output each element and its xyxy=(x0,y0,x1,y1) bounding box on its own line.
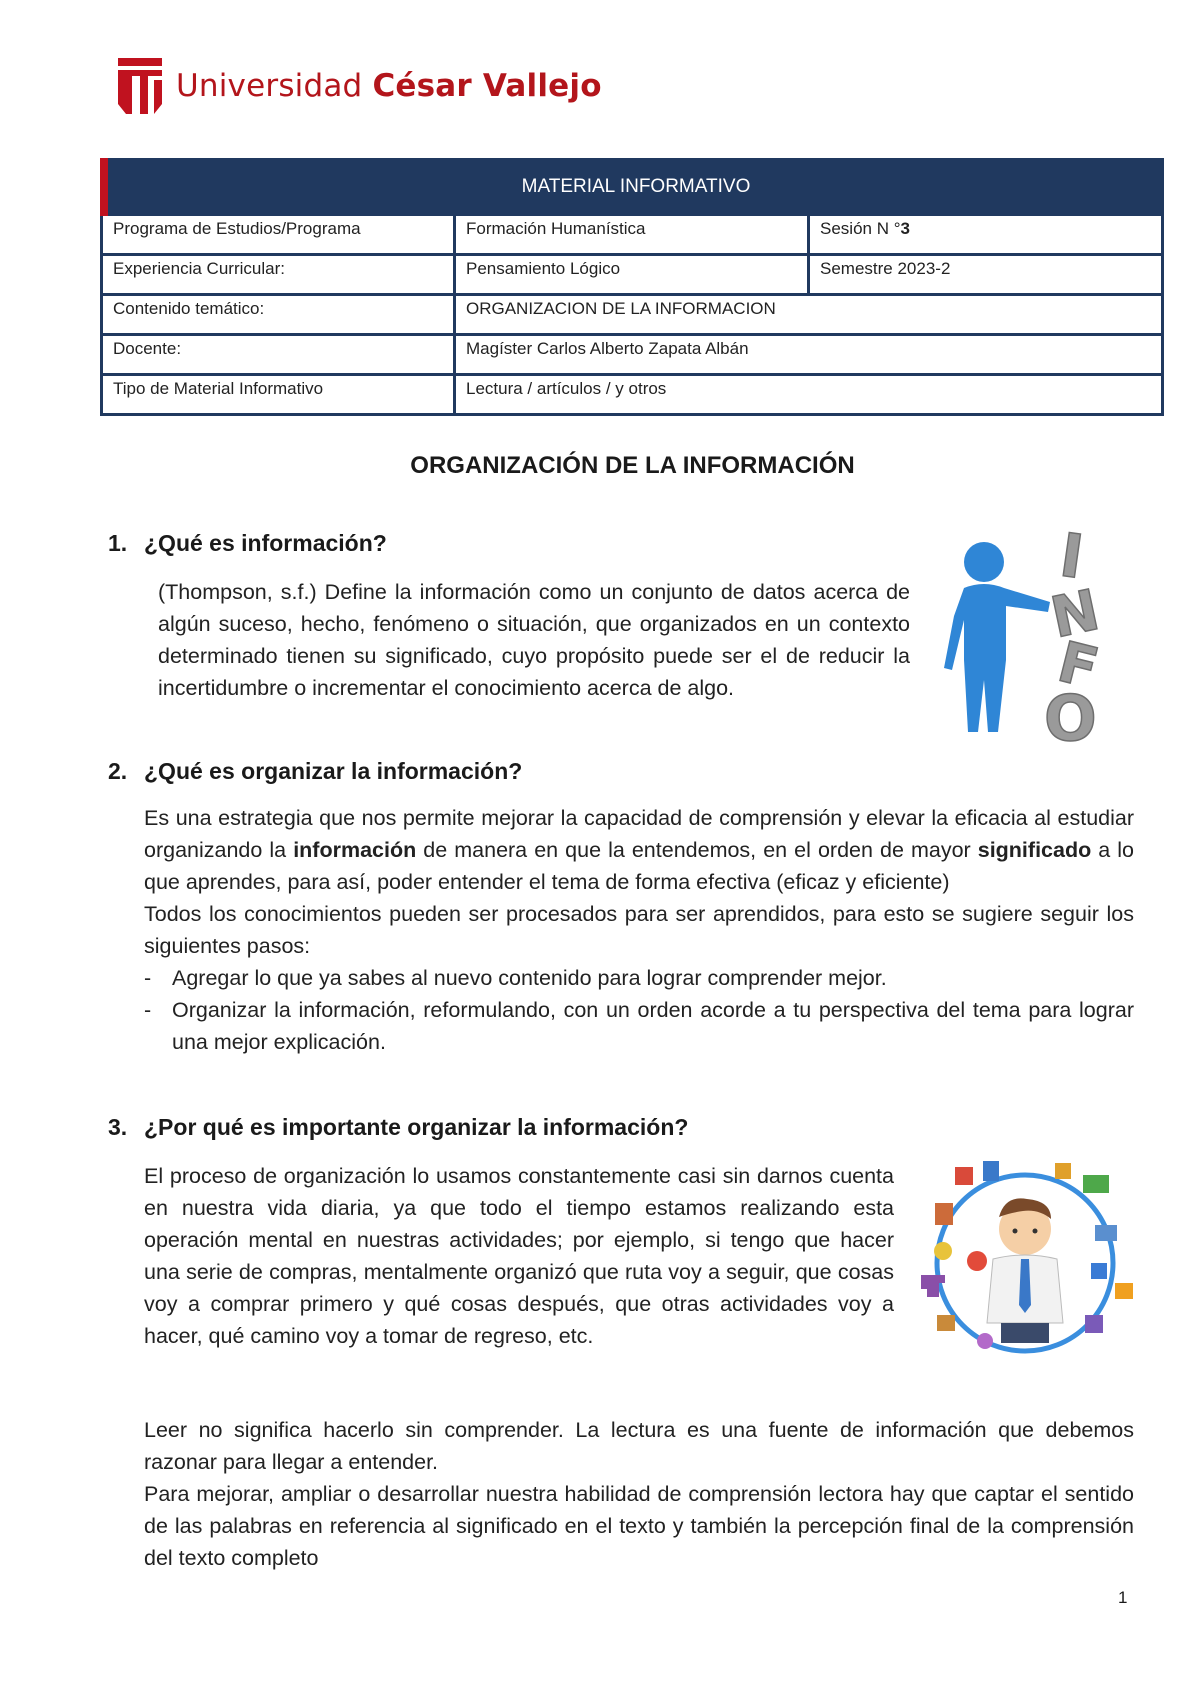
info-figure-illustration xyxy=(940,520,1130,750)
section-3-paragraph-1: El proceso de organización lo usamos constantemente casi sin darnos cuenta en nuestra vida diaria, ya que todo el tiempo estamos realizando esta operación mental en nuestras actividades; por ejemplo, si tengo que hacer una serie de compras, mentalmente organizó que ruta voy a seguir, que cosas voy a comprar primero y qué cosas después, que otras actividades voy a hacer, qué camino voy a tomar de regreso, etc. xyxy=(144,1164,894,1348)
app-icon xyxy=(955,1167,973,1185)
cell-material-type-label: Tipo de Material Informativo xyxy=(100,376,456,416)
table-row xyxy=(100,336,1164,376)
cell-experience-label: Experiencia Curricular: xyxy=(100,256,456,296)
cell-semester: Semestre 2023-2 xyxy=(810,256,1164,296)
table-row xyxy=(100,296,1164,336)
material-info-table xyxy=(100,158,1164,416)
cell-teacher-label: Docente: xyxy=(100,336,456,376)
cell-content-label: Contenido temático: xyxy=(100,296,456,336)
app-icon xyxy=(1085,1315,1103,1333)
section-2-heading: 2. ¿Qué es organizar la información? xyxy=(108,758,523,784)
chat-icon xyxy=(1115,1283,1133,1299)
section-3-body xyxy=(144,1414,1134,1574)
calendar-icon xyxy=(937,1315,955,1331)
list-item: - Agregar lo que ya sabes al nuevo contenido para lograr comprender mejor. xyxy=(144,966,887,990)
organization-illustration xyxy=(915,1155,1135,1370)
section-3-heading: 3. ¿Por qué es importante organizar la información? xyxy=(108,1114,689,1140)
app-icon xyxy=(1055,1163,1071,1179)
section-1-heading: 1. ¿Qué es información? xyxy=(108,530,387,556)
cell-program-value: Formación Humanística xyxy=(456,216,810,256)
cell-session: Sesión N °3 xyxy=(810,216,1164,256)
section-3-paragraph-2: Leer no significa hacerlo sin comprender. La lectura es una fuente de información que debemos razonar para llegar a entender. xyxy=(144,1418,1134,1474)
letter-i: I xyxy=(1055,520,1088,594)
section-2-paragraph-2: Todos los conocimientos pueden ser procesados para ser aprendidos, para esto se sugiere seguir los siguientes pasos: xyxy=(144,902,1134,958)
table-row xyxy=(100,216,1164,256)
section-1-paragraph: (Thompson, s.f.) Define la información como un conjunto de datos acerca de algún suceso, hecho, fenómeno o situación, que organizados en un contexto determinado tienen su significado, cuyo propósito puede ser el de reducir la incertidumbre o incrementar el conocimiento acerca de algo. xyxy=(158,580,910,700)
app-icon xyxy=(1091,1263,1107,1279)
list-item: - Organizar la información, reformulando, con un orden acorde a tu perspectiva del tema para lograr una mejor explicación. xyxy=(144,998,1134,1054)
page-number: 1 xyxy=(1118,1588,1128,1607)
section-2-body xyxy=(144,802,1134,1058)
table-row xyxy=(100,376,1164,416)
cell-material-type-value: Lectura / artículos / y otros xyxy=(456,376,1164,416)
cell-experience-value: Pensamiento Lógico xyxy=(456,256,810,296)
university-name: Universidad César Vallejo xyxy=(176,68,602,104)
section-2-paragraph-1: Es una estrategia que nos permite mejorar la capacidad de comprensión y elevar la eficacia al estudiar organizando la información de manera en que la entendemos, en el orden de mayor significado a lo que aprendes, para así, poder entender el tema de forma efectiva (eficaz y eficiente) xyxy=(144,806,1135,894)
cell-program-label: Programa de Estudios/Programa xyxy=(100,216,456,256)
document-title: ORGANIZACIÓN DE LA INFORMACIÓN xyxy=(410,452,855,479)
university-logo xyxy=(118,58,602,114)
browser-icon xyxy=(967,1251,987,1271)
letter-n: N xyxy=(1045,577,1105,652)
cell-content-value: ORGANIZACION DE LA INFORMACION xyxy=(456,296,1164,336)
music-icon xyxy=(983,1161,999,1181)
cup-icon xyxy=(977,1333,993,1349)
section-3-paragraph-3: Para mejorar, ampliar o desarrollar nuestra habilidad de comprensión lectora hay que captar el sentido de las palabras en referencia al significado en el texto y también la percepción final de la comprensión del texto completo xyxy=(144,1482,1134,1570)
letter-o: O xyxy=(1044,682,1097,745)
folder-icon xyxy=(1083,1175,1109,1193)
monitor-icon xyxy=(1095,1225,1117,1241)
bulb-icon xyxy=(934,1242,952,1260)
cell-teacher-value: Magíster Carlos Alberto Zapata Albán xyxy=(456,336,1164,376)
university-shield-icon xyxy=(118,58,162,114)
letter-f: F xyxy=(1051,629,1105,703)
table-header: MATERIAL INFORMATIVO xyxy=(100,158,1164,216)
book-icon xyxy=(935,1203,953,1225)
table-row xyxy=(100,256,1164,296)
